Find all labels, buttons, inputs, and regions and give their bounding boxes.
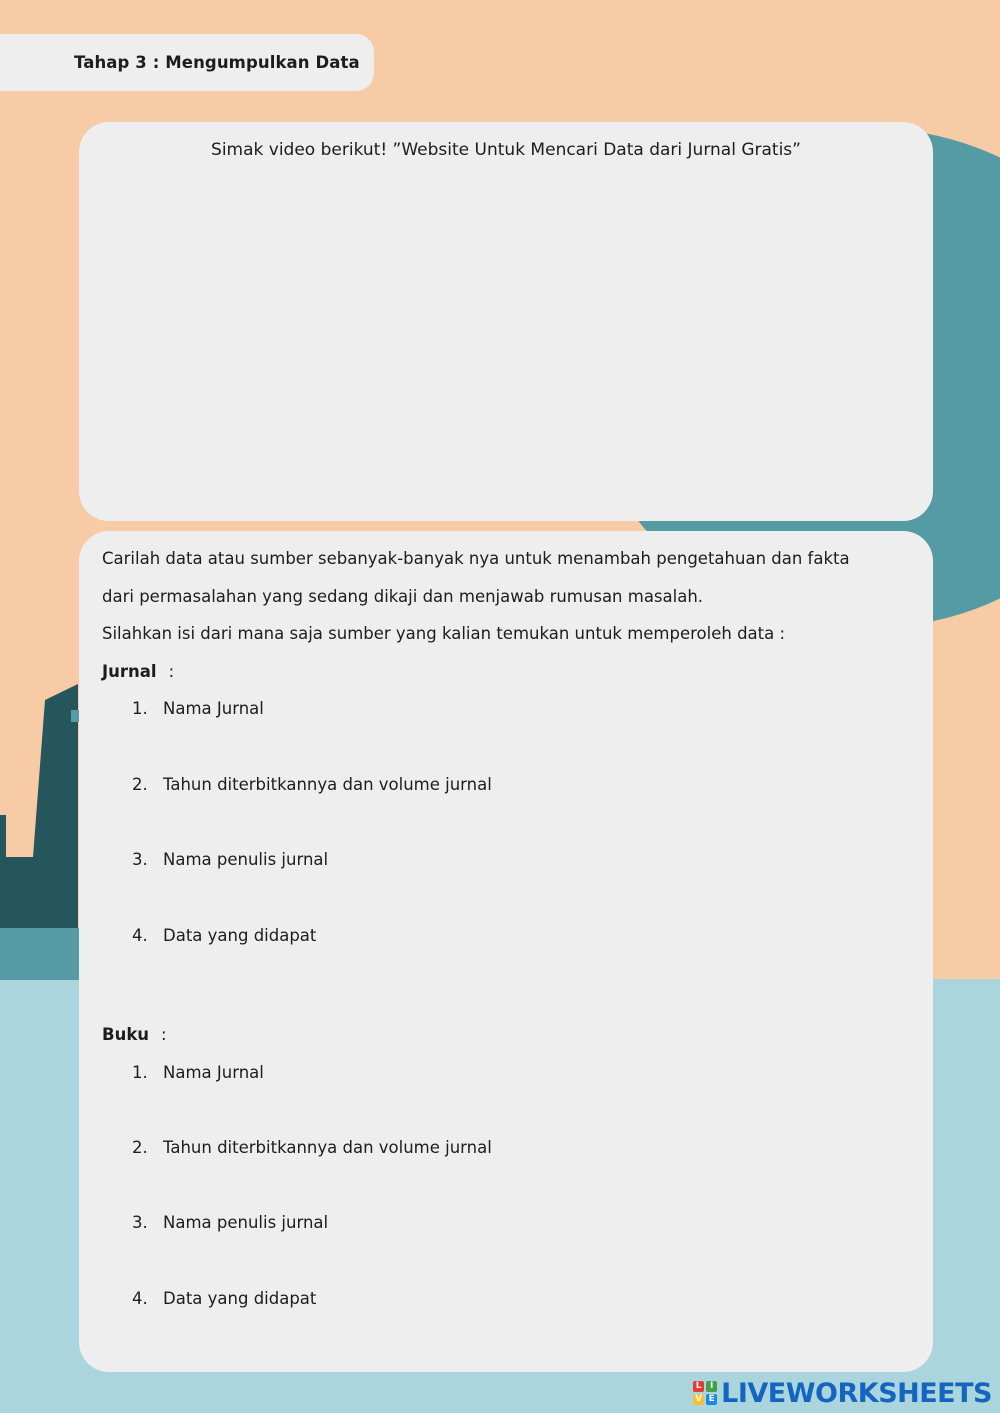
jurnal-item-2 xyxy=(132,775,492,794)
buku-item-4 xyxy=(132,1289,316,1308)
item-number: 3. xyxy=(132,850,148,869)
stage-title-tab xyxy=(0,34,374,91)
item-text: Nama Jurnal xyxy=(163,699,264,718)
logo-mark-icon xyxy=(693,1381,717,1405)
jurnal-item-1 xyxy=(132,699,264,718)
item-text: Nama Jurnal xyxy=(163,1063,264,1082)
section-label-buku xyxy=(102,1025,167,1044)
logo-mark-letter: I xyxy=(706,1381,717,1392)
item-text: Data yang didapat xyxy=(163,926,317,945)
video-instruction: Simak video berikut! ”Website Untuk Mencari Data dari Jurnal Gratis” xyxy=(211,140,801,160)
item-text: Nama penulis jurnal xyxy=(163,850,329,869)
buku-item-1 xyxy=(132,1063,264,1082)
buku-item-2 xyxy=(132,1138,492,1157)
section-label-text: Buku xyxy=(102,1025,150,1044)
logo-mark-letter: E xyxy=(706,1394,717,1405)
item-text: Tahun diterbitkannya dan volume jurnal xyxy=(163,775,492,794)
video-embed-area[interactable] xyxy=(119,182,893,495)
section-colon: : xyxy=(161,1025,167,1044)
intro-text-line-1: Carilah data atau sumber sebanyak-banyak nya untuk menambah pengetahuan dan fakta xyxy=(102,549,850,568)
item-text: Data yang didapat xyxy=(163,1289,317,1308)
item-number: 4. xyxy=(132,1289,148,1308)
jurnal-item-3 xyxy=(132,850,328,869)
item-number: 3. xyxy=(132,1213,148,1232)
video-card xyxy=(79,122,933,521)
section-label-text: Jurnal xyxy=(102,662,157,681)
liveworksheets-logo xyxy=(693,1376,992,1410)
logo-mark-letter: V xyxy=(693,1394,704,1405)
item-number: 2. xyxy=(132,775,148,794)
intro-text-line-3: Silahkan isi dari mana saja sumber yang kalian temukan untuk memperoleh data : xyxy=(102,624,786,643)
item-number: 1. xyxy=(132,699,148,718)
item-text: Tahun diterbitkannya dan volume jurnal xyxy=(163,1138,492,1157)
logo-mark-letter: L xyxy=(693,1381,704,1392)
intro-text-line-2: dari permasalahan yang sedang dikaji dan menjawab rumusan masalah. xyxy=(102,587,704,606)
logo-text: LIVEWORKSHEETS xyxy=(721,1377,992,1409)
sources-form-card xyxy=(79,531,933,1372)
buku-item-3 xyxy=(132,1213,328,1232)
item-number: 2. xyxy=(132,1138,148,1157)
section-label-jurnal xyxy=(102,662,174,681)
stage-title: Tahap 3 : Mengumpulkan Data xyxy=(74,53,360,72)
item-number: 1. xyxy=(132,1063,148,1082)
jurnal-item-4 xyxy=(132,926,316,945)
item-number: 4. xyxy=(132,926,148,945)
section-colon: : xyxy=(168,662,175,681)
item-text: Nama penulis jurnal xyxy=(163,1213,329,1232)
